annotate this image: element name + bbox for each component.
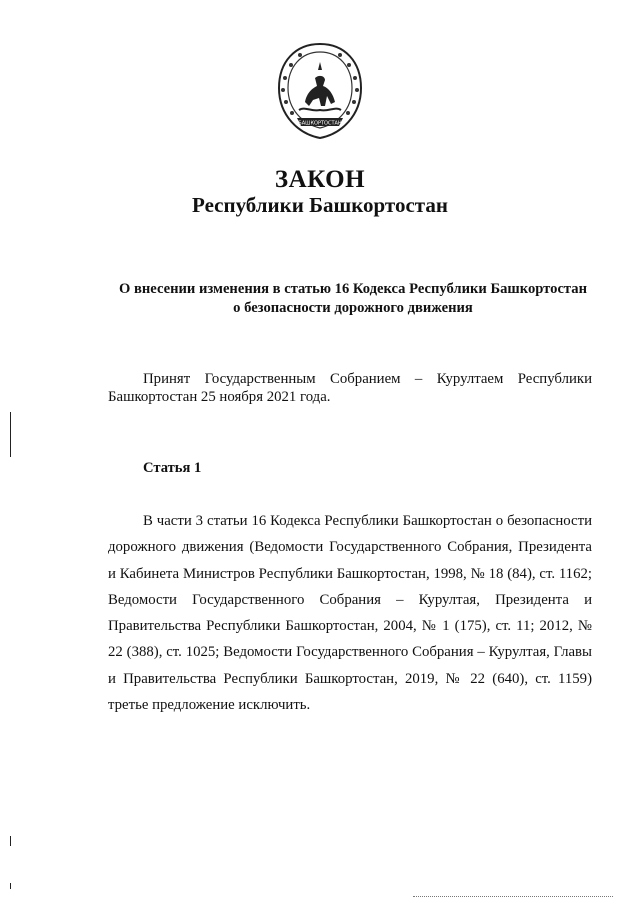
scan-mark xyxy=(10,412,11,457)
adoption-note: Принят Государственным Собранием – Курултаем Республики Башкортостан 25 ноября 2021 года. xyxy=(108,371,592,405)
law-subtitle: Республики Башкортостан xyxy=(192,193,448,217)
article-heading: Статья 1 xyxy=(143,460,202,476)
emblem-ribbon-text: БАШКОРТОСТАН xyxy=(298,120,342,127)
scan-edge-line xyxy=(413,896,613,897)
law-title: ЗАКОН xyxy=(274,166,366,193)
coat-of-arms-icon xyxy=(275,40,365,140)
scan-mark xyxy=(10,836,11,846)
scan-mark xyxy=(10,883,11,889)
law-subject xyxy=(108,280,598,318)
subject-line-2: о безопасности дорожного движения xyxy=(233,300,473,316)
subject-line-1: О внесении изменения в статью 16 Кодекса Республики Башкортостан xyxy=(119,281,587,297)
article-text: В части 3 статьи 16 Кодекса Республики Башкортостан о безопасности дорожного движения (Ведомости Государственного Собрания, Президента и Кабинета Министров Республики Башкортостан, 1998, № 18 (84), ст. 1162; Ведомости Государственного Собрания – Курултая, Президента и Правительства Республики Башкортостан, 2004, № 1 (175), ст. 11; 2012, № 22 (388), ст. 1025; Ведомости Государственного Собрания – Курултая, Главы и Правительства Республики Башкортостан, 2019, № 22 (640), ст. 1159) третье предложение исключить. xyxy=(108,513,592,714)
